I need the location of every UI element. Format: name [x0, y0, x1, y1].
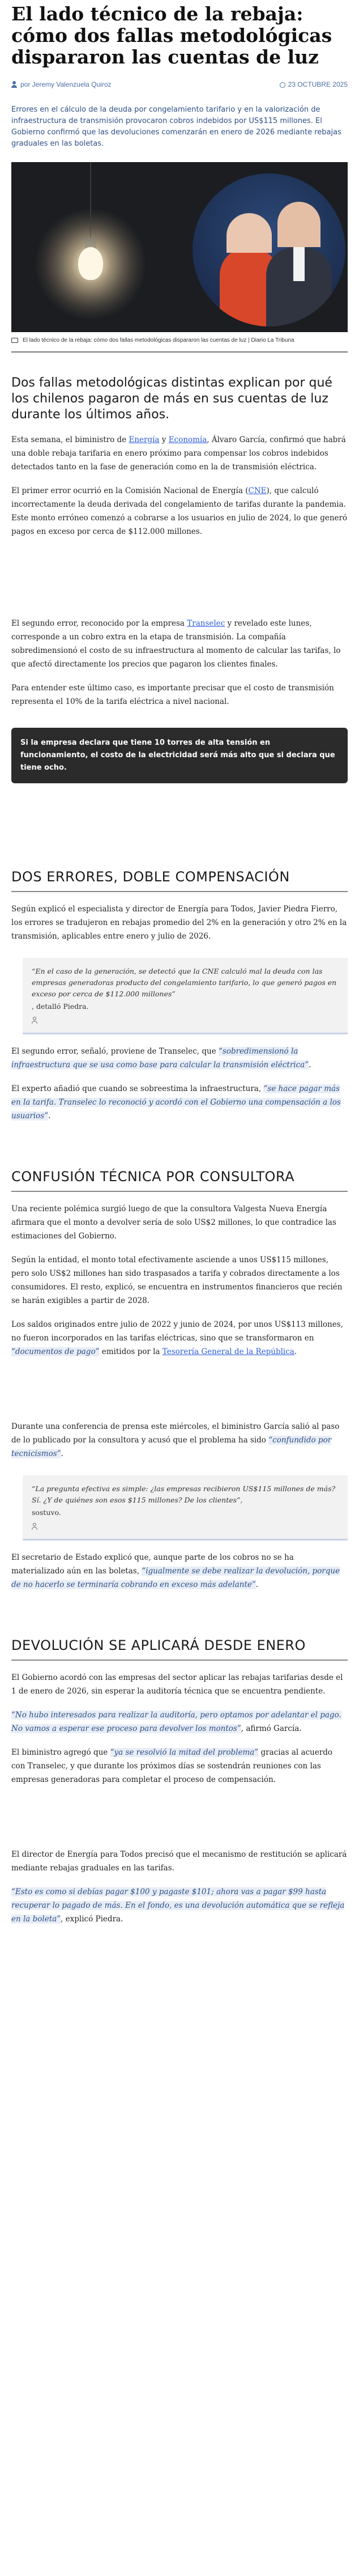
caption-divider: [11, 351, 348, 353]
bulb-cord: [90, 162, 91, 241]
paragraph: “No hubo interesados para realizar la auditoría, pero optamos por adelantar el pago. No vamos a esperar ese proceso para devolver los montos”, afirmó García.: [11, 1711, 341, 1733]
article-lead: Errores en el cálculo de la deuda por congelamiento tarifario y en la valorización de infraestructura de transmisión provocaron cobros indebidos por US$115 millones. El Gobierno confirmó que las devoluciones comenzarán en enero de 2026 mediante rebajas graduales en las boletas.: [11, 105, 341, 148]
user-icon: [32, 1017, 37, 1024]
section-heading: DOS ERRORES, DOBLE COMPENSACIÓN: [11, 869, 290, 885]
publish-date: 23 OCTUBRE 2025: [280, 80, 348, 88]
highlight-callout: Si la empresa declara que tiene 10 torres de alta tensión en funcionamiento, el costo de la electricidad será más alto que si declara que tiene ocho.: [11, 728, 348, 783]
highlighted-quote: “confundido por tecnicismos”: [11, 1436, 332, 1458]
link-tesoreria[interactable]: Tesorería General de la República: [162, 1347, 294, 1356]
paragraph: El segundo error, reconocido por la empresa Transelec y revelado este lunes, corresponde a un cobro extra en la etapa de transmisión. La compañía sobredimensionó el costo de su infraestructura al momento de calcular las tarifas, lo que afectó directamente los precios que pagaron los clientes finales.: [11, 619, 341, 669]
section-rule: [11, 1660, 348, 1661]
paragraph: Según la entidad, el monto total efectivamente asciende a unos US$115 millones, pero solo US$2 millones han sido traspasados a tarifa y cobrados directamente a los consumidores. El resto, explicó, se encuentra en instrumentos financieros que recién se harán exigibles a partir de 2028.: [11, 1255, 343, 1305]
ad-space: [11, 538, 348, 606]
paragraph: Para entender este último caso, es importante precisar que el costo de transmisión representa el 10% de la tarifa eléctrica a nivel nacional.: [11, 684, 334, 706]
paragraph: El director de Energía para Todos precisó que el mecanismo de restitución se aplicará mediante rebajas graduales en las tarifas.: [11, 1850, 347, 1873]
article-meta: [11, 80, 348, 88]
section-heading: DEVOLUCIÓN SE APLICARÁ DESDE ENERO: [11, 1637, 306, 1653]
highlighted-quote: “igualmente se debe realizar la devolución, porque de no hacerlo se terminaría cobrando en exceso más adelante”: [11, 1567, 340, 1589]
paragraph: Los saldos originados entre julio de 2022 y junio de 2024, por unos US$113 millones, no fueron incorporados en las tarifas eléctricas, sino que se transformaron en “documentos de pago” emitidos por la Tesorería General de la República.: [11, 1320, 343, 1356]
page-bottom: [11, 1926, 348, 1949]
paragraph: Una reciente polémica surgió luego de que la consultora Valgesta Nueva Energía afirmara que el monto a devolver sería de solo US$2 millones, lo que contradice las estimaciones del Gobierno.: [11, 1204, 336, 1241]
ad-space: [11, 1359, 348, 1410]
person-man-head: [277, 202, 320, 247]
highlighted-quote: “documentos de pago”: [11, 1347, 100, 1356]
article-subhead: Dos fallas metodológicas distintas explican por qué los chilenos pagaron de más en sus cuentas de luz durante los últimos años.: [11, 376, 332, 422]
paragraph: El primer error ocurrió en la Comisión Nacional de Energía (CNE), que calculó incorrectamente la deuda derivada del congelamiento de tarifas durante la pandemia. Este monto erróneo comenzó a cobrarse a los usuarios en julio de 2024, lo que generó pagos en exceso por cerca de $112.000 millones.: [11, 486, 348, 536]
clock-icon: [280, 82, 285, 88]
author-name[interactable]: por Jeremy Valenzuela Quiroz: [20, 80, 112, 88]
ad-space: [11, 1786, 348, 1837]
author-byline[interactable]: [11, 80, 112, 88]
user-icon: [32, 1523, 37, 1530]
quote-block: [23, 1475, 348, 1540]
quote-text: “En el caso de la generación, se detectó que la CNE calculó mal la deuda con las empresas generadoras producto del congelamiento tarifario, lo que generó pagos en exceso por cerca de $112.000 millones”: [32, 967, 337, 998]
light-bulb-icon: [78, 247, 103, 280]
article-title: El lado técnico de la rebaja: cómo dos fallas metodológicas dispararon las cuentas de luz: [11, 3, 332, 68]
highlighted-quote: “se hace pagar más en la tarifa. Transelec lo reconoció y acordó con el Gobierno una compensación a los usuarios”: [11, 1084, 341, 1121]
link-economia[interactable]: Economía: [168, 435, 207, 444]
quote-attribution: , detalló Piedra.: [32, 1002, 89, 1011]
quote-attribution: sostuvo.: [32, 1508, 61, 1517]
highlighted-quote: “No hubo interesados para realizar la auditoría, pero optamos por adelantar el pago. No vamos a esperar ese proceso para devolver los montos”: [11, 1711, 341, 1733]
highlighted-quote: “sobredimensionó la infraestructura que se usa como base para calcular la transmisión eléctrica”: [11, 1047, 309, 1070]
image-caption: El lado técnico de la rebaja: cómo dos fallas metodológicas dispararon las cuentas de luz | Diario La Tribuna: [11, 337, 348, 345]
quote-block: [23, 958, 348, 1034]
paragraph: Esta semana, el biministro de Energía y Economía, Álvaro García, confirmó que habrá una doble rebaja tarifaria en enero próximo para compensar los cobros indebidos detectados tanto en la fase de generación como en la de transmisión eléctrica.: [11, 435, 346, 472]
link-cne[interactable]: CNE: [248, 486, 267, 495]
paragraph: El secretario de Estado explicó que, aunque parte de los cobros no se ha materializado aún en las boletas, “igualmente se debe realizar la devolución, porque de no hacerlo se terminaría cobrando en exceso más adelante”.: [11, 1553, 340, 1589]
ad-space: [11, 783, 348, 823]
link-transelec[interactable]: Transelec: [187, 619, 225, 628]
paragraph: El Gobierno acordó con las empresas del sector aplicar las rebajas tarifarias desde el 1 de enero de 2026, sin esperar la auditoría técnica que se encuentra pendiente.: [11, 1673, 343, 1696]
paragraph: Según explicó el especialista y director de Energía para Todos, Javier Piedra Fierro, los errores se tradujeron en rebajas promedio del 2% en la generación y otro 2% en la transmisión, aplicables entre enero y julio de 2026.: [11, 905, 347, 941]
paragraph: El segundo error, señaló, proviene de Transelec, que “sobredimensionó la infraestructura que se usa como base para calcular la transmisión eléctrica”.: [11, 1047, 311, 1070]
paragraph: Durante una conferencia de prensa este miércoles, el biministro García salió al paso de lo publicado por la consultora y acusó que el problema ha sido “confundido por tecnicismos”.: [11, 1422, 340, 1458]
link-energia[interactable]: Energía: [129, 435, 160, 444]
section-rule: [11, 891, 348, 892]
user-icon: [11, 81, 17, 88]
highlighted-quote: “Esto es como si debías pagar $100 y pagaste $101; ahora vas a pagar $99 hasta recuperar lo pagado de más. En el fondo, es una devolución automática que se refleja en la boleta”: [11, 1887, 345, 1924]
person-woman-head: [226, 213, 272, 253]
section-rule: [11, 1191, 348, 1192]
person-man-shirt: [293, 247, 305, 281]
highlighted-quote: “ya se resolvió la mitad del problema”: [110, 1748, 259, 1757]
section-heading: CONFUSIÓN TÉCNICA POR CONSULTORA: [11, 1169, 294, 1185]
camera-icon: [11, 338, 18, 343]
quote-text: “La pregunta efectiva es simple: ¿las empresas recibieron US$115 millones de más? Sí. ¿Y de quiénes son esos $115 millones? De los clientes”,: [32, 1484, 336, 1504]
paragraph: El biministro agregó que “ya se resolvió la mitad del problema” gracias al acuerdo con Transelec, y que durante los próximos días se sostendrán reuniones con las empresas generadoras para completar el proceso de compensación.: [11, 1748, 332, 1784]
paragraph: El experto añadió que cuando se sobreestima la infraestructura, “se hace pagar más en la tarifa. Transelec lo reconoció y acordó con el Gobierno una compensación a los usuarios”.: [11, 1084, 341, 1121]
paragraph: “Esto es como si debías pagar $100 y pagaste $101; ahora vas a pagar $99 hasta recuperar lo pagado de más. En el fondo, es una devolución automática que se refleja en la boleta”, explicó Piedra.: [11, 1887, 345, 1924]
ministers-photo-inset: [193, 173, 345, 326]
article-image[interactable]: [11, 162, 348, 332]
